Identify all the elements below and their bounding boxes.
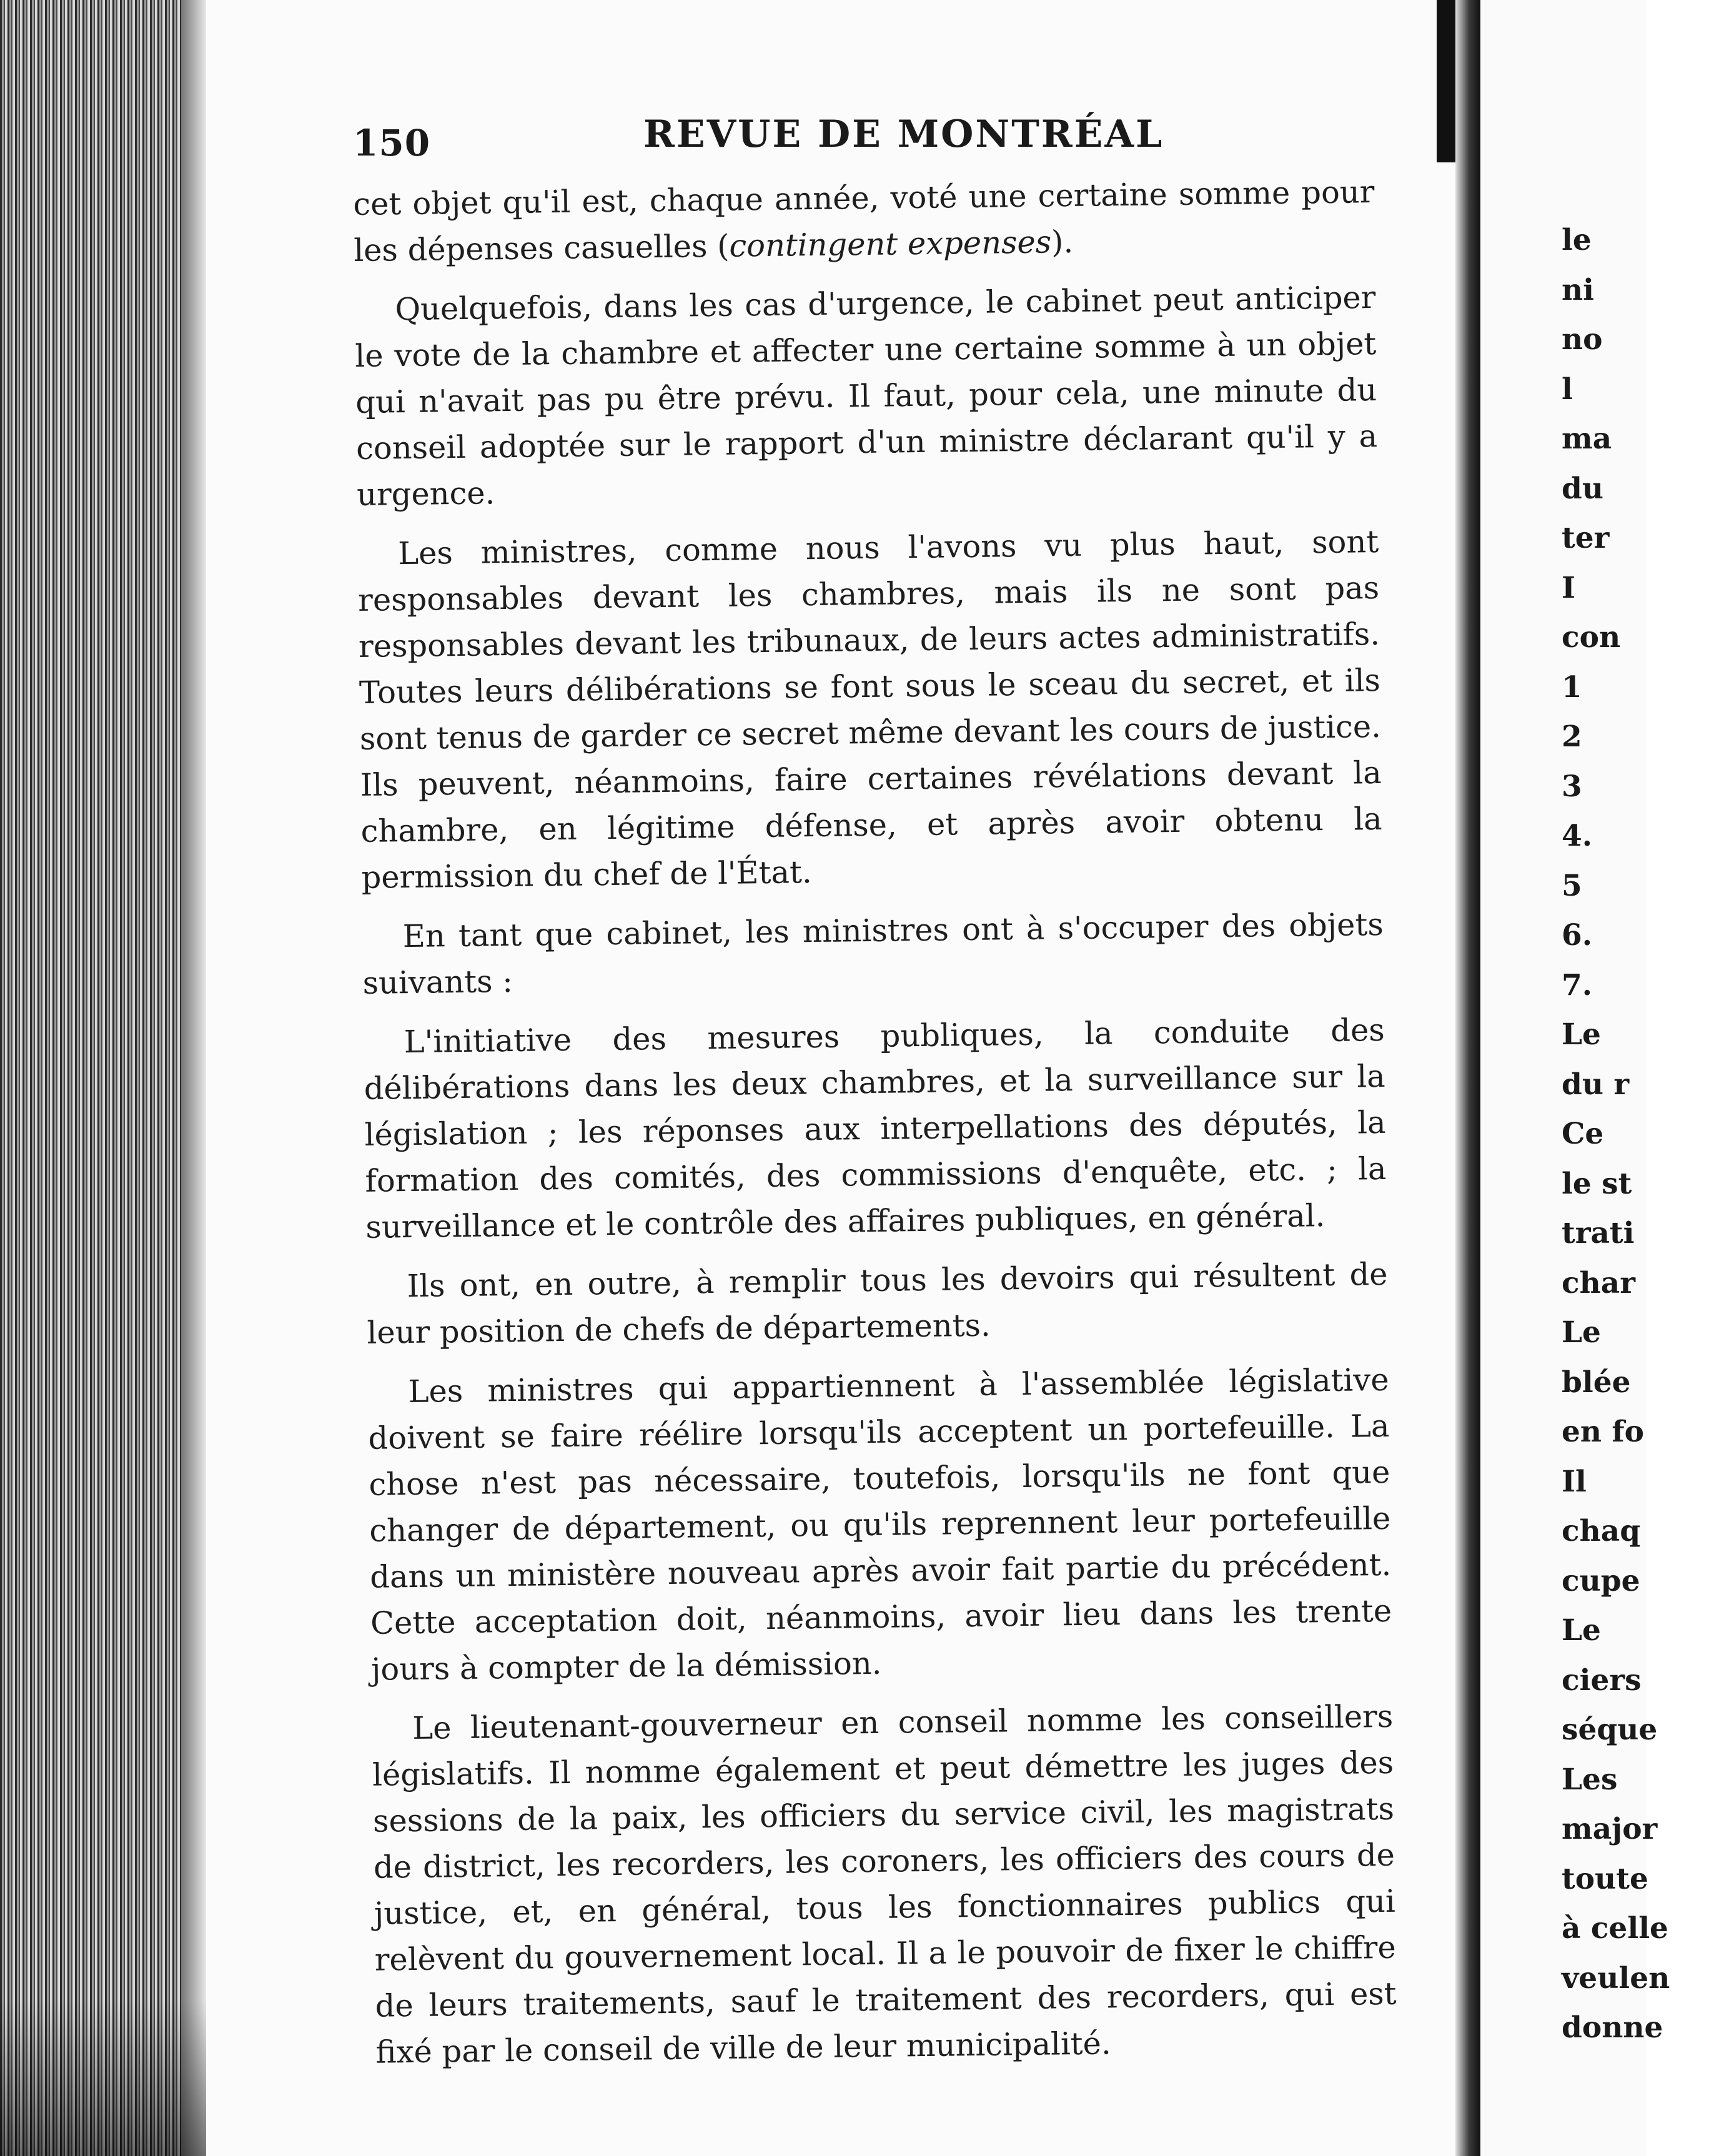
book-gutter [1455,0,1480,2156]
facing-line: 1 [1562,670,1582,705]
facing-line: 7. [1562,967,1593,1002]
facing-line: con [1562,620,1621,655]
paragraph: Le lieutenant-gouverneur en conseil nomme les conseillers législatifs. Il nomme également et peut démettre les juges des sessions de la paix, les officiers du service civil, les magistrats de district, les recorders, les coroners, les officiers des cours de justice, et, en général, tous les fonctionnaires publics qui relèvent du gouvernement local. Il a le pouvoir de fixer le chiffre de leurs traitements, sauf le traitement des recorders, qui est fixé par le conseil de ville de leur municipalité. [372,1698,1397,2070]
facing-line: 2 [1562,719,1582,754]
facing-line: Il [1562,1464,1587,1499]
facing-line: trati [1562,1216,1635,1250]
paragraph: L'initiative des mesures publiques, la conduite des délibérations dans les deux chambres, et la surveillance sur la législation ; les réponses aux interpellations des députés, la formation des comités, des commissions d'enquête, etc. ; la surveillance et le contrôle des affaires publiques, en général. [364,1011,1387,1245]
emphasized-term: contingent expenses [729,224,1052,264]
facing-line: blée [1562,1365,1631,1400]
facing-line: Le [1562,1017,1601,1052]
paragraph: Ils ont, en outre, à remplir tous les devoirs qui résultent de leur position de chefs de départements. [367,1255,1388,1351]
facing-line: ciers [1562,1663,1642,1698]
facing-page-text [1562,215,1724,2053]
running-title: REVUE DE MONTRÉAL [643,112,1164,156]
facing-line: veulen [1562,1961,1670,1995]
facing-line: major [1562,1812,1658,1846]
page-edge-shadow [0,2000,206,2156]
facing-line: 3 [1562,769,1582,804]
facing-line: du r [1562,1067,1630,1102]
page-number: 150 [353,122,431,164]
facing-line: Les [1562,1762,1618,1797]
facing-line: no [1562,322,1603,357]
facing-line: ma [1562,422,1612,456]
paragraph: Les ministres, comme nous l'avons vu plus haut, sont responsables devant les chambres, mais ils ne sont pas responsables devant les tribunaux, de leurs actes administratifs. Toutes leurs délibérations se font sous le sceau du secret, et ils sont tenus de garder ce secret même devant les cours de justice. Ils peuvent, néanmoins, faire certaines révélations devant la chambre, en légitime défense, et après avoir obtenu la permission du chef de l'État. [357,523,1382,896]
book-page-edges [0,0,206,2156]
facing-line: 4. [1562,819,1593,853]
facing-line: ter [1562,521,1610,555]
facing-line: le st [1562,1166,1632,1201]
facing-line: I [1562,570,1575,605]
facing-line: chaq [1562,1514,1641,1548]
facing-line: cupe [1562,1563,1640,1598]
facing-line: du [1562,471,1604,506]
facing-line: donne [1562,2010,1663,2045]
facing-line: ni [1562,272,1595,307]
facing-line: 6. [1562,918,1593,952]
facing-line: le [1562,223,1592,257]
facing-line: 5 [1562,868,1582,903]
facing-line: séque [1562,1713,1658,1747]
facing-line: en fo [1562,1415,1645,1449]
facing-line: toute [1562,1861,1648,1896]
paragraph: cet objet qu'il est, chaque année, voté une certaine somme pour les dépenses casuelles (contingent expenses). [353,174,1375,269]
paragraph: Quelquefois, dans les cas d'urgence, le cabinet peut anticiper le vote de la chambre et affecter une certaine somme à un objet qui n'avait pas pu être prévu. Il faut, pour cela, une minute du conseil adoptée sur le rapport d'un ministre déclarant qu'il y a urgence. [355,279,1378,513]
facing-line: Le [1562,1315,1601,1350]
paragraph: En tant que cabinet, les ministres ont à s'occuper des objets suivants : [362,906,1384,1001]
facing-line: char [1562,1265,1636,1300]
facing-line: l [1562,372,1573,407]
facing-line: Ce [1562,1117,1604,1151]
paragraph: Les ministres qui appartiennent à l'assemblée législative doivent se faire réélire lorsqu'ils acceptent un portefeuille. La chose n'est pas nécessaire, toutefois, lorsqu'ils ne font que changer de département, ou qu'ils reprennent leur portefeuille dans un ministère nouveau après avoir fait partie du précédent. Cette acceptation doit, néanmoins, avoir lieu dans les trente jours à compter de la démission. [368,1361,1392,1688]
facing-line: Le [1562,1613,1601,1648]
facing-line: à celle [1562,1911,1668,1946]
body-text [353,169,1397,2089]
